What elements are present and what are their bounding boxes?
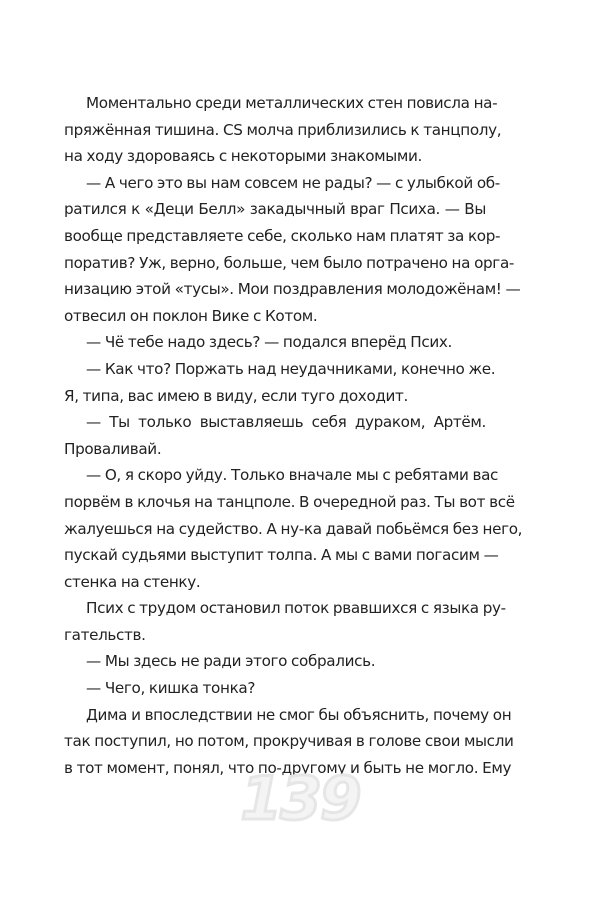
text-line: — Чего, кишка тонка? (86, 679, 256, 698)
text-line: на ходу здороваясь с некоторыми знакомыми. (64, 147, 423, 166)
page-number: 139 (240, 764, 360, 834)
paragraph-dialogue (64, 675, 486, 702)
text-line: Псих с трудом остановил поток рвавшихся с языка ру- (86, 599, 506, 618)
paragraph-dialogue (64, 356, 496, 409)
text-line: — Чё тебе надо здесь? — подался вперёд Псих. (86, 333, 452, 352)
text-line: — Ты только выставляешь себя дураком, Артём. (86, 413, 486, 432)
text-line: пряжённая тишина. CS молча приблизились к танцполу, (64, 120, 502, 139)
text-line: Я, типа, вас имею в виду, если туго доходит. (64, 386, 409, 405)
paragraph-narration (64, 90, 502, 170)
text-line: вообще представляете себе, сколько нам платят за кор- (64, 226, 501, 245)
text-line: пускай судьями выступит толпа. А мы с вами погасим — (64, 546, 499, 565)
text-line: жалуешься на судейство. А ну-ка давай побьёмся без него, (64, 519, 523, 538)
text-line: порвём в клочья на танцполе. В очередной раз. Ты вот всё (64, 492, 515, 511)
text-line: Проваливай. (64, 439, 162, 458)
paragraph-narration (64, 595, 506, 648)
paragraph-dialogue (64, 170, 521, 330)
text-line: низацию этой «тусы». Мои поздравления молодожёнам! — (64, 280, 521, 299)
paragraph-dialogue (64, 648, 486, 675)
text-line: ратился к «Деци Белл» закадычный враг Психа. — Вы (64, 200, 486, 219)
text-line: Моментально среди металлических стен повисла на- (86, 94, 498, 112)
text-line: — О, я скоро уйду. Только вначале мы с ребятами вас (86, 466, 499, 485)
text-line: в тот момент, понял, что по-другому и быть не могло. Ему (64, 758, 512, 777)
text-line: отвесил он поклон Вике с Котом. (64, 306, 318, 325)
text-line: — А чего это вы нам совсем не рады? — с улыбкой об- (86, 173, 500, 192)
text-line: поратив? Уж, верно, больше, чем было потрачено на орга- (64, 253, 515, 272)
text-line: стенка на стенку. (64, 572, 201, 591)
paragraph-dialogue (64, 462, 523, 595)
text-line: так поступил, но потом, прокручивая в голове свои мысли (64, 732, 514, 751)
text-line: Дима и впоследствии не смог бы объяснить, почему он (86, 705, 512, 724)
text-line: — Мы здесь не ради этого собрались. (86, 652, 376, 671)
paragraph-dialogue (64, 409, 486, 462)
page-body-text (64, 90, 523, 781)
text-line: гательств. (64, 625, 146, 644)
paragraph-dialogue (64, 329, 486, 356)
text-line: — Как что? Поржать над неудачниками, конечно же. (86, 359, 496, 378)
